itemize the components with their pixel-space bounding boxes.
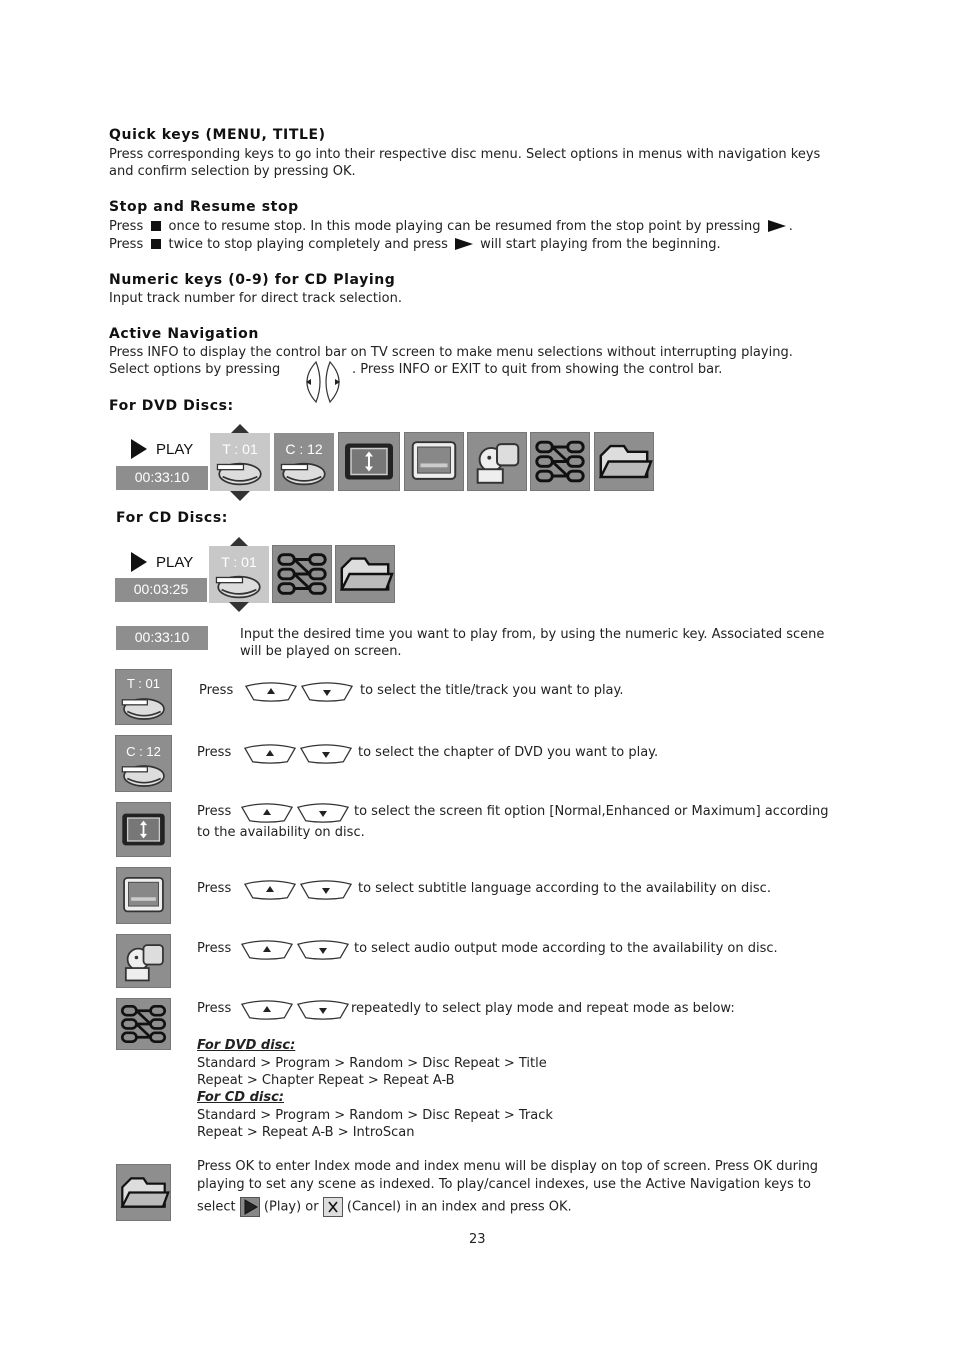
play-triangle-icon — [131, 552, 147, 572]
title-desc: to select the title/track you want to play. — [360, 683, 624, 698]
stop-resume-line1 — [109, 218, 793, 235]
dvd-chapter-control[interactable] — [274, 433, 334, 491]
disc-icon — [278, 461, 330, 487]
fit-desc-1: to select the screen fit option [Normal,Enhanced or Maximum] according — [354, 804, 829, 819]
repeat-mode-icon — [531, 433, 589, 490]
chapter-desc: to select the chapter of DVD you want to play. — [358, 745, 659, 760]
down-arrow-icon — [229, 602, 249, 612]
active-nav-line2b: . Press INFO or EXIT to quit from showing the control bar. — [352, 362, 723, 377]
active-nav-line2a: Select options by pressing — [109, 362, 281, 377]
title-press: Press — [199, 683, 234, 698]
cd-index-tile[interactable] — [335, 545, 395, 603]
quick-keys-heading: Quick keys (MENU, TITLE) — [109, 127, 326, 143]
down-arrow-icon — [230, 491, 250, 501]
index-folder-icon — [336, 546, 394, 602]
subtitle-icon — [117, 868, 170, 923]
repeat-press: Press — [197, 1001, 232, 1016]
disc-icon — [119, 763, 169, 789]
dvd-sequence-2: Repeat > Chapter Repeat > Repeat A-B — [197, 1073, 455, 1088]
subtitle-press: Press — [197, 881, 232, 896]
up-down-nav-icon — [244, 681, 354, 703]
quick-keys-line2: and confirm selection by pressing OK. — [109, 164, 356, 179]
screen-fit-icon — [339, 433, 399, 490]
audio-icon — [468, 433, 526, 490]
dvd-sequence-1: Standard > Program > Random > Disc Repeat > Title — [197, 1056, 547, 1071]
dvd-screen-fit-tile[interactable] — [338, 432, 400, 491]
page-number: 23 — [469, 1232, 486, 1247]
fit-desc-2: to the availability on disc. — [197, 825, 365, 840]
cd-time-display: 00:03:25 — [115, 578, 207, 602]
index-select-b: (Play) or — [263, 1199, 319, 1215]
index-folder-icon — [595, 433, 653, 490]
cd-title-label: T : 01 — [221, 554, 257, 570]
dvd-disc-label: For DVD disc: — [197, 1038, 296, 1053]
up-down-nav-icon — [243, 743, 353, 765]
stop-resume-text-1: once to resume stop. In this mode playing can be resumed from the stop point by pressing — [168, 219, 761, 234]
index-select-a: select — [197, 1199, 236, 1215]
index-select-c: (Cancel) in an index and press OK. — [346, 1199, 572, 1215]
time-desc-2: will be played on screen. — [240, 644, 402, 659]
audio-icon-box — [116, 934, 171, 988]
index-desc-2: playing to set any scene as indexed. To play/cancel indexes, use the Active Navigation keys to — [197, 1177, 811, 1192]
repeat-mode-icon — [273, 546, 331, 602]
time-entry-box: 00:33:10 — [116, 626, 208, 650]
repeat-icon-box — [116, 998, 171, 1050]
play-triangle-icon — [455, 238, 473, 250]
cancel-x-icon — [323, 1197, 343, 1217]
dvd-title-label: T : 01 — [222, 441, 258, 457]
title-icon-label: T : 01 — [126, 676, 160, 691]
active-nav-line1: Press INFO to display the control bar on TV screen to make menu selections without interrupting playing. — [109, 345, 793, 360]
play-triangle-icon — [768, 220, 786, 232]
dvd-chapter-label: C : 12 — [285, 441, 323, 457]
up-down-nav-icon — [243, 879, 353, 901]
chapter-icon-box — [115, 735, 172, 792]
numeric-line1: Input track number for direct track selection. — [109, 291, 402, 306]
up-down-nav-icon — [240, 802, 350, 824]
dvd-discs-heading: For DVD Discs: — [109, 398, 234, 414]
stop-resume-press-2: Press — [109, 237, 144, 252]
cd-title-control[interactable] — [209, 546, 269, 603]
cd-play-label: PLAY — [156, 554, 194, 571]
title-icon-box — [115, 669, 172, 725]
cd-sequence-1: Standard > Program > Random > Disc Repeat > Track — [197, 1108, 553, 1123]
subtitle-icon-box — [116, 867, 171, 924]
stop-resume-end-2: will start playing from the beginning. — [480, 237, 721, 252]
subtitle-icon — [405, 433, 463, 490]
audio-icon — [117, 935, 170, 987]
dvd-subtitle-tile[interactable] — [404, 432, 464, 491]
dvd-audio-tile[interactable] — [467, 432, 527, 491]
stop-square-icon — [151, 221, 161, 231]
chapter-press: Press — [197, 745, 232, 760]
audio-desc: to select audio output mode according to the availability on disc. — [354, 941, 778, 956]
cd-discs-heading: For CD Discs: — [116, 510, 228, 526]
index-desc-1: Press OK to enter Index mode and index menu will be display on top of screen. Press OK during — [197, 1159, 819, 1174]
disc-icon — [119, 696, 169, 722]
play-index-icon — [240, 1197, 260, 1217]
dvd-play-label: PLAY — [156, 441, 194, 458]
stop-resume-line2 — [109, 236, 721, 253]
repeat-desc: repeatedly to select play mode and repeat mode as below: — [351, 1001, 735, 1016]
repeat-mode-icon — [117, 999, 170, 1049]
cd-repeat-tile[interactable] — [272, 545, 332, 603]
up-down-nav-icon — [240, 999, 350, 1021]
disc-icon — [213, 574, 265, 600]
stop-square-icon — [151, 239, 161, 249]
dvd-repeat-tile[interactable] — [530, 432, 590, 491]
fit-press: Press — [197, 804, 232, 819]
dvd-time-display: 00:33:10 — [116, 466, 208, 490]
cd-disc-label: For CD disc: — [197, 1090, 285, 1105]
audio-press: Press — [197, 941, 232, 956]
stop-resume-end-1: . — [788, 219, 793, 234]
active-nav-heading: Active Navigation — [109, 326, 259, 342]
left-right-nav-icon — [296, 360, 350, 404]
disc-icon — [214, 461, 266, 487]
time-desc-1: Input the desired time you want to play from, by using the numeric key. Associated scene — [240, 627, 825, 642]
play-triangle-icon — [131, 439, 147, 459]
numeric-heading: Numeric keys (0-9) for CD Playing — [109, 272, 396, 288]
up-down-nav-icon — [240, 939, 350, 961]
stop-resume-heading: Stop and Resume stop — [109, 199, 299, 215]
screen-fit-icon — [117, 803, 170, 856]
dvd-index-tile[interactable] — [594, 432, 654, 491]
subtitle-desc: to select subtitle language according to the availability on disc. — [358, 881, 771, 896]
index-select-line — [197, 1197, 572, 1217]
stop-resume-press-1: Press — [109, 219, 144, 234]
quick-keys-line1: Press corresponding keys to go into their respective disc menu. Select options in menus with navigation keys — [109, 147, 821, 162]
index-folder-icon — [117, 1165, 170, 1220]
index-icon-box — [116, 1164, 171, 1221]
cd-sequence-2: Repeat > Repeat A-B > IntroScan — [197, 1125, 415, 1140]
fit-icon-box — [116, 802, 171, 857]
chapter-icon-label: C : 12 — [126, 744, 161, 759]
dvd-title-control[interactable] — [210, 433, 270, 491]
stop-resume-text-2: twice to stop playing completely and press — [168, 237, 448, 252]
